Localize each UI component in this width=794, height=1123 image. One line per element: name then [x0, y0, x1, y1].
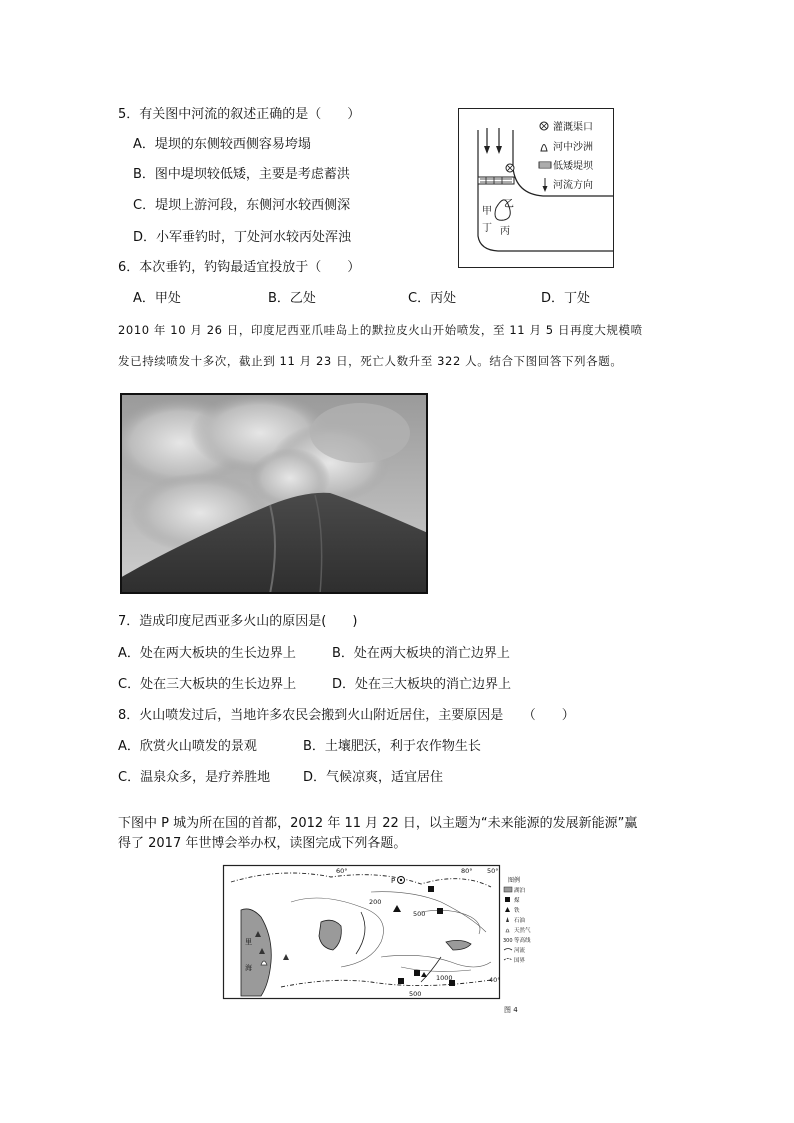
q5-option-b[interactable]: B．图中堤坝较低矮，主要是考虑蓄洪: [133, 167, 350, 182]
legend-contour: 等高线: [514, 938, 531, 944]
map-intro-line2: 得了 2017 年世博会举办权，读图完成下列各题。: [118, 836, 407, 851]
q7-option-b[interactable]: B．处在两大板块的消亡边界上: [332, 646, 510, 661]
q6-option-b[interactable]: B．乙处: [268, 291, 316, 306]
dam-icon: [539, 162, 551, 168]
contour-500b: 500: [409, 990, 422, 998]
kazakhstan-map-figure: [221, 862, 533, 1017]
volcano-intro-line1: 2010 年 10 月 26 日，印度尼西亚爪哇岛上的默拉皮火山开始喷发，至 11 月 5 日再度大规模喷: [118, 323, 643, 337]
q8-option-c[interactable]: C．温泉众多，是疗养胜地: [118, 770, 271, 785]
q7-option-a[interactable]: A．处在两大板块的生长边界上: [118, 646, 296, 661]
contour-500a: 500: [413, 910, 426, 918]
label-bing: 丙: [500, 226, 510, 237]
legend-gas: 天然气: [514, 928, 531, 934]
q5-option-d[interactable]: D．小军垂钓时，丁处河水较丙处浑浊: [133, 230, 352, 245]
capital-p-label: P: [391, 877, 396, 885]
contour-200: 200: [369, 898, 382, 906]
q5-stem: 5．有关图中河流的叙述正确的是（ ）: [118, 107, 361, 122]
q8-option-b[interactable]: B．土壤肥沃，利于农作物生长: [303, 739, 481, 754]
legend-canal: 灌溉渠口: [553, 122, 593, 133]
contour-1000: 1000: [436, 974, 453, 982]
q8-stem: 8．火山喷发过后，当地许多农民会搬到火山附近居住，主要原因是 （ ）: [118, 708, 575, 723]
legend-coal: 煤: [514, 898, 520, 904]
q6-option-d[interactable]: D．丁处: [541, 291, 591, 306]
figure-caption: 图 4: [504, 1006, 518, 1014]
q8-option-d[interactable]: D．气候凉爽，适宜居住: [303, 770, 444, 785]
q7-option-c[interactable]: C．处在三大板块的生长边界上: [118, 677, 297, 692]
lat-50: 50°: [487, 867, 499, 875]
legend-border: 国界: [514, 958, 526, 964]
volcano-eruption-photo: [120, 393, 428, 594]
q7-stem: 7．造成印度尼西亚多火山的原因是( ): [118, 614, 358, 629]
q6-stem: 6．本次垂钓，钓钩最适宜投放于（ ）: [118, 260, 361, 275]
legend-flow: 河流方向: [553, 180, 593, 191]
map-intro-line1: 下图中 P 城为所在国的首都，2012 年 11 月 22 日，以主题为“未来能源的发展新能源”赢: [118, 816, 638, 831]
legend-contour-value: 300: [503, 938, 513, 944]
q7-option-d[interactable]: D．处在三大板块的消亡边界上: [332, 677, 512, 692]
legend-lake: 湖泊: [514, 888, 526, 894]
label-yi: 乙: [504, 199, 514, 210]
q6-option-c[interactable]: C．丙处: [408, 291, 457, 306]
lon-60: 60°: [336, 867, 348, 875]
label-jia: 甲: [482, 206, 492, 217]
legend-title: 图例: [508, 877, 521, 884]
q8-option-a[interactable]: A．欣赏火山喷发的景观: [118, 739, 257, 754]
legend-river: 河流: [514, 948, 526, 954]
sea-label-a: 里: [245, 938, 252, 946]
sea-label-b: 海: [245, 964, 252, 972]
lon-80: 80°: [461, 867, 473, 875]
lat-40: 40°: [489, 976, 501, 984]
q5-option-c[interactable]: C．堤坝上游河段，东侧河水较西侧深: [133, 198, 351, 213]
legend-oil: 石油: [514, 918, 526, 924]
q6-option-a[interactable]: A．甲处: [133, 291, 181, 306]
legend-dam: 低矮堤坝: [553, 161, 593, 172]
river-dam-figure: [458, 108, 614, 268]
legend-sandbar: 河中沙洲: [553, 142, 593, 153]
label-ding: 丁: [482, 223, 492, 234]
legend-iron: 铁: [514, 908, 520, 914]
q5-option-a[interactable]: A．堤坝的东侧较西侧容易垮塌: [133, 137, 311, 152]
volcano-intro-line2: 发已持续喷发十多次，截止到 11 月 23 日，死亡人数升至 322 人。结合下图回答下列各题。: [118, 354, 623, 368]
